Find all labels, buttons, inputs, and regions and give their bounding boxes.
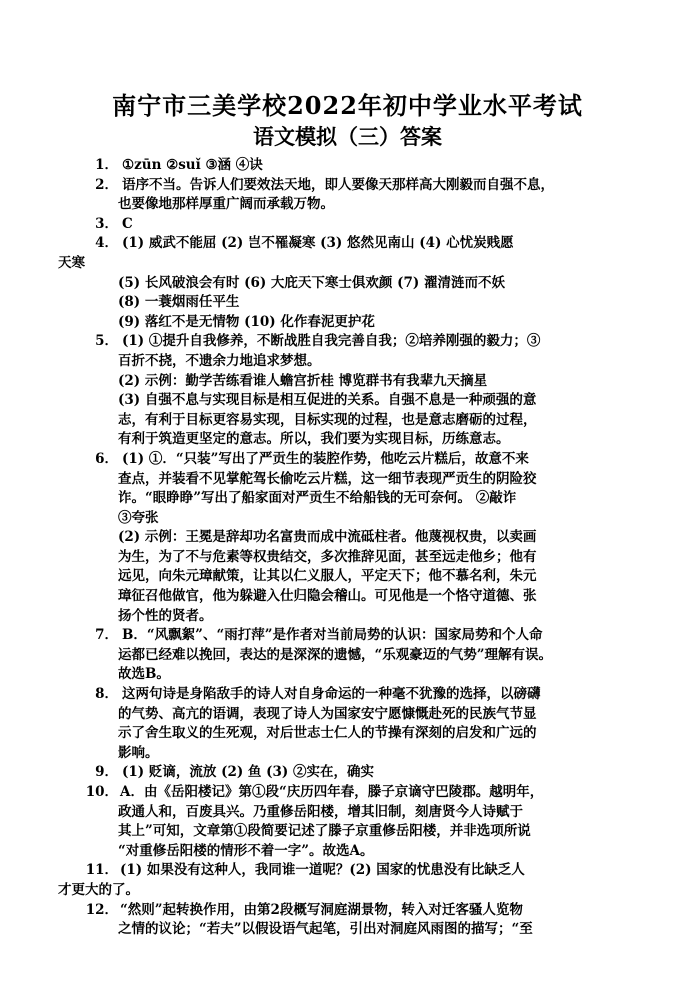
answer-line: “然则”起转换作用，由第2段概写洞庭湖景物，转入对迁客骚人览物 [120, 901, 523, 918]
answer-number: 6． [95, 450, 118, 467]
answer-line: (1) 威武不能屈 (2) 岂不罹凝寒 (3) 悠然见南山 (4) 心忧炭贱愿 [122, 235, 514, 252]
answer-line-overhang: 天寒 [58, 254, 85, 271]
answer-number: 4． [95, 235, 118, 252]
answer-item [85, 901, 655, 940]
answer-line: 语序不当。告诉人们要效法天地，即人要像天那样高大刚毅而自强不息， [122, 176, 554, 193]
answer-line: 示了舍生取义的生死观，对后世志士仁人的节操有深刻的启发和广远的 [118, 725, 537, 742]
answer-item [90, 450, 655, 626]
page-title: 南宁市三美学校2022年初中学业水平考试 [112, 91, 583, 120]
answer-line: 诈。“眼睁睁”写出了船家面对严贡生不给船钱的无可奈何。 ②敲诈 [118, 490, 517, 507]
answer-line: (1) ①．“只装”写出了严贡生的装腔作势，他吃云片糕后，故意不来 [122, 450, 529, 467]
answer-number: 11． [85, 862, 118, 879]
answer-line-overhang: 才更大的了。 [58, 881, 139, 898]
answer-line: C [122, 215, 133, 232]
answer-line: (9) 落红不是无情物 (10) 化作春泥更护花 [118, 313, 375, 330]
answer-line: 扬个性的贤者。 [118, 607, 213, 624]
answer-line: 为生，为了不与危素等权贵结交，多次推辞见面，甚至远走他乡；他有 [118, 548, 537, 565]
answer-number: 2． [95, 176, 118, 193]
answer-line: 志，有利于目标更容易实现，目标实现的过程，也是意志磨砺的过程， [118, 411, 537, 428]
answer-line: 也要像地那样厚重广阔而承载万物。 [118, 196, 334, 213]
answer-line: (8) 一蓑烟雨任平生 [118, 294, 240, 311]
answer-item [58, 861, 655, 900]
answer-line: 运都已经难以挽回，表达的是深深的遗憾，“乐观豪迈的气势”理解有误。 [118, 646, 553, 663]
answer-item [90, 626, 655, 685]
answer-item [90, 215, 655, 235]
answer-number: 5． [95, 333, 118, 350]
answer-line: 故选B。 [118, 666, 170, 683]
answer-line: 之情的议论；“若夫”以假设语气起笔，引出对洞庭风雨图的描写；“至 [118, 921, 533, 938]
answer-line: (1) ①提升自我修养，不断战胜自我完善自我；②培养刚强的毅力；③ [122, 333, 541, 350]
answer-line: (2) 示例：勤学苦练看谁人蟾宫折桂 博览群书有我辈九天摘星 [118, 372, 488, 389]
answer-item [90, 332, 655, 450]
answer-item [90, 156, 655, 176]
answer-number: 8． [95, 686, 118, 703]
answer-number: 9． [95, 764, 118, 781]
answer-number: 3． [95, 215, 118, 232]
answer-line: (1) 如果没有这种人，我同谁一道呢？(2) 国家的忧患没有比缺乏人 [120, 862, 525, 879]
answer-line: 查点，并装看不见掌舵驾长偷吃云片糕，这一细节表现严贡生的阴险狡 [118, 470, 537, 487]
answer-item [90, 763, 655, 783]
answer-line: (5) 长风破浪会有时 (6) 大庇天下寒士俱欢颜 (7) 濯清涟而不妖 [118, 274, 506, 291]
answer-line: 的气势、高亢的语调，表现了诗人为国家安宁愿慷慨赴死的民族气节显 [118, 705, 537, 722]
answer-line: (2) 示例：王冕是辞却功名富贵而成中流砥柱者。他蔑视权贵，以卖画 [118, 529, 537, 546]
answer-item [90, 685, 655, 763]
answer-line: ③夸张 [118, 509, 159, 526]
answer-line: “对重修岳阳楼的情形不着一字”。故选A。 [118, 842, 374, 859]
answer-number: 10． [85, 784, 118, 800]
answer-line: 璋征召他做官，他为躲避入仕归隐会稽山。可见他是一个恪守道德、张 [118, 588, 537, 605]
answer-number: 12． [85, 901, 118, 918]
answer-line: 有利于筑造更坚定的意志。所以，我们要为实现目标，历练意志。 [118, 431, 510, 448]
answer-item [85, 783, 655, 861]
answer-number: 7． [95, 627, 118, 644]
answer-line: B．“风飘絮”、“雨打萍”是作者对当前局势的认识：国家局势和个人命 [122, 627, 543, 644]
answer-line: A．由《岳阳楼记》第①段“庆历四年春，滕子京谪守巴陵郡。越明年， [120, 784, 544, 800]
answer-line: (3) 自强不息与实现目标是相互促进的关系。自强不息是一种顽强的意 [118, 392, 537, 409]
answer-line: 其上”可知，文章第①段简要记述了滕子京重修岳阳楼，并非选项所说 [118, 823, 531, 840]
answer-line: 这两句诗是身陷敌手的诗人对自身命运的一种毫不犹豫的选择，以磅礴 [122, 686, 541, 703]
answer-item [90, 176, 655, 215]
answer-line: 百折不挠，不遗余力地追求梦想。 [118, 352, 321, 369]
answer-line: (1) 贬谪，流放 (2) 鱼 (3) ②实在，确实 [122, 764, 375, 781]
answer-item [58, 234, 655, 332]
answer-list [58, 156, 655, 940]
page-subtitle: 语文模拟（三）答案 [253, 124, 442, 149]
answer-line: 政通人和，百废具兴。乃重修岳阳楼，增其旧制，刻唐贤今人诗赋于 [118, 803, 523, 820]
answer-line: 影响。 [118, 744, 159, 761]
answer-line: ①zūn ②suǐ ③涵 ④诀 [122, 157, 263, 173]
answer-number: 1． [95, 157, 118, 173]
answer-line: 远见，向朱元璋献策，让其以仁义服人，平定天下；他不慕名利，朱元 [118, 568, 537, 585]
